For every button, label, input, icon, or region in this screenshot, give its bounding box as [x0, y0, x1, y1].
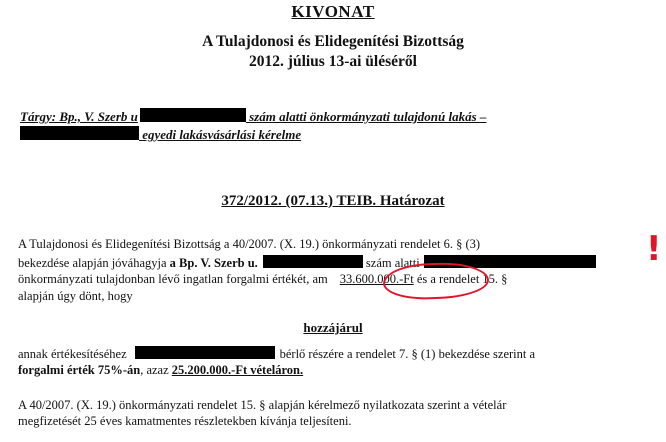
committee-name: A Tulajdonosi és Elidegenítési Bizottság	[202, 33, 464, 50]
para1-line4: alapján úgy dönt, hogy	[18, 289, 133, 303]
property-address: a Bp. V. Szerb u.	[169, 256, 258, 270]
decision-title: 372/2012. (07.13.) TEIB. Határozat	[221, 193, 445, 209]
sale-price: 25.200.000.-Ft vételáron.	[171, 363, 304, 377]
subject-suffix: szám alatti önkormányzati tulajdonú lakás –	[245, 109, 487, 124]
subject-prefix: Tárgy: Bp., V. Szerb u	[20, 109, 138, 124]
para3-line2: megfizetését 25 éves kamatmentes részletekben kívánja teljesíteni.	[18, 414, 352, 428]
para2-text: bérlő részére a rendelet 7. § (1) bekezdése szerint a	[279, 347, 536, 361]
para2-text: annak értékesítéséhez	[18, 347, 127, 361]
redaction-box	[20, 126, 139, 140]
percentage-phrase: forgalmi érték 75%-án	[18, 363, 141, 377]
subject-line2-suffix: egyedi lakásvásárlási kérelme	[142, 127, 302, 142]
redaction-box	[140, 108, 246, 122]
document-title: KIVONAT	[291, 2, 375, 21]
para1-text: és a rendelet 15. §	[413, 272, 508, 286]
exclamation-annotation: !	[646, 229, 662, 269]
redaction-box	[263, 255, 363, 268]
subject-line-1	[20, 108, 486, 125]
para1-line2	[18, 255, 596, 271]
para1-text: bekezdése alapján jóváhagyja	[18, 256, 170, 270]
subject-line-2	[20, 126, 301, 143]
para3-line1: A 40/2007. (X. 19.) önkormányzati rendelet 15. § alapján kérelmező nyilatkozata szerint a vételár	[18, 398, 507, 412]
para1-text: szám alatti	[362, 256, 420, 270]
consent-heading: hozzájárul	[303, 320, 363, 335]
meeting-date: 2012. július 13-ai üléséről	[249, 53, 417, 70]
para2-line1	[18, 346, 535, 362]
para2-text: , azaz	[140, 363, 172, 377]
para2-line2	[18, 363, 303, 378]
para1-text: önkormányzati tulajdonban lévő ingatlan forgalmi értékét, am	[18, 272, 328, 286]
market-value: 33.600.000.-Ft	[339, 272, 414, 286]
redaction-box	[135, 346, 275, 359]
para1-line1: A Tulajdonosi és Elidegenítési Bizottság a 40/2007. (X. 19.) önkormányzati rendelet 6. § (3)	[18, 237, 481, 251]
